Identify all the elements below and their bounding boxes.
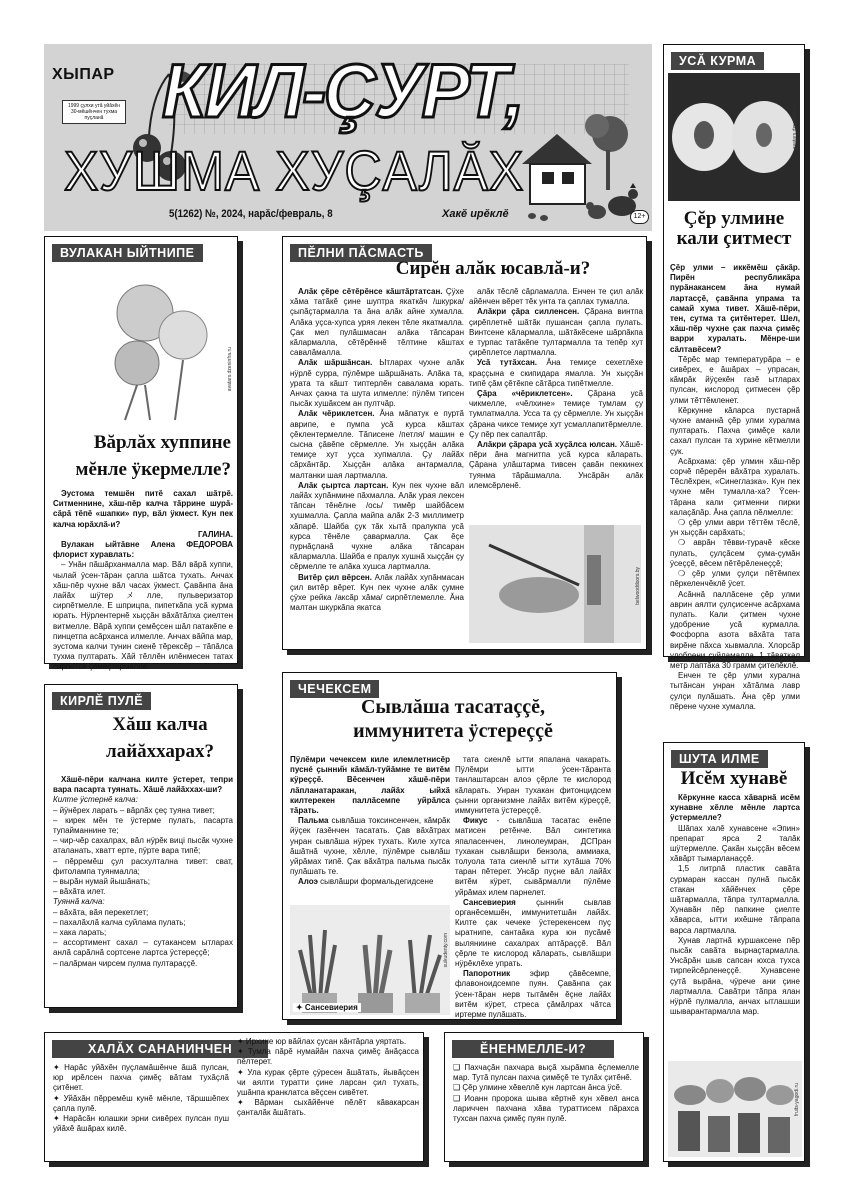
list-item: – вăхăта, вăя перекетлет; bbox=[53, 907, 149, 917]
price-label: Хакĕ ирĕклĕ bbox=[442, 208, 509, 220]
rubric-kirle: КИРЛĔ ПУЛĔ bbox=[52, 692, 151, 710]
article-halah bbox=[44, 1032, 424, 1162]
grape-seedlings-photo bbox=[668, 1061, 802, 1157]
list-item: ✦ Вăрман сыхăйĕнче пĕлĕт кăвакарсан çанталăк ăшăтать. bbox=[237, 1098, 419, 1118]
headline-pelni: Сирĕн алăк юсавлă-и? bbox=[395, 258, 591, 279]
masthead bbox=[44, 44, 652, 231]
body-halah-col2 bbox=[237, 1037, 419, 1159]
rubric-usa-kurma: УСĂ КУРМА bbox=[671, 52, 764, 70]
photo-credit: avatars.dzeninfra.ru bbox=[792, 105, 798, 150]
paragraph: ❍ çĕр улми аври тĕттĕм тĕслĕ, ун хыççăн сарăхать; bbox=[670, 518, 800, 538]
body-chechek-col2 bbox=[455, 755, 611, 1020]
paragraph: Алăк шăршăнсан. Ытларах чухне алăк нÿрлĕ сурра, пÿлĕмре шăршăнать. Алăка та, урата та кăшт типтерлĕн савалама юрать. Анчах çакна та шута илмелле: пÿлĕм типсен пысăк хушăксем ан пултчăр. bbox=[290, 358, 464, 409]
rubric-halah: ХАЛĂХ САНАНИНЧЕН bbox=[52, 1040, 268, 1058]
paragraph: Алăкри çăрара усă хуçăлса юлсан. Хăшĕ-пĕри ăна магнитпа усă курса кăларать. Çăрана улăштарма тивсен çавăн пеккинех туянма тăрăшмалла. Унсăрăн алăк илемсĕрленĕ. bbox=[469, 440, 643, 490]
headline-chechek-1: Сывлăша тасатаççĕ, bbox=[360, 696, 546, 718]
paragraph: Хунав лартнă куршаксене пĕр пысăк савăта вырнаçтармалла. Унсăрăн шыв сапсан юхса тухса тирпейсĕрленеççĕ. Хунавсене çутă вырăна, чÿрече ани çине лартмалла. Савăтри тăпра ялан нÿрлĕ пулмалла, анчах ытлашши шыварантармалла мар. bbox=[670, 935, 800, 1017]
rubric-vulakan: ВУЛАКАН ЫЙТНИПЕ bbox=[52, 244, 203, 262]
body-pelni-col2 bbox=[469, 287, 643, 517]
lead-shuta: Кĕркунне касса хăварнă исĕм хунавне хĕлле мĕнле лартса ÿстермелле? bbox=[670, 793, 800, 823]
paragraph: Кĕркунне кăларса пустарнă чухне аманнă çĕр улми хуралма пултарать. Пахча çимĕçе кали сахал пулсан та хурине кĕтмелли çук. bbox=[670, 405, 800, 456]
paragraph: Алăк чĕриклетсен. Ăна мăпатук е пуртă аврипе, е пумпа усă курса кăштах çĕклентермелле. Тăписене /петля/ машин е сысна çăвĕпе сĕрмелле. Ун хыççăн алăка темиçе хут уçса хупмалла. Çу лайăх сăрхăнтăр. Хыççăн алăка антармалла, малтанки шая лартмалла. bbox=[290, 409, 464, 480]
headline-kirle: Хăш калча лайăххарах? bbox=[106, 714, 214, 762]
article-pelni bbox=[282, 236, 647, 650]
paragraph: Тĕрĕс мар температурăра – е сивĕрех, е ăшăрах – упрасан, кăмрăк йÿçекĕн газĕ ытларах пулсан, кислород çитмесен çĕр улми тĕттĕмленет. bbox=[670, 354, 800, 405]
paragraph: Сансевиерия çынни̋н сывлав органĕсемшĕн, иммунитетшăн лайăх. Килте çак чечеке ÿстерекенсем пуç ыратнипе, сантаăка кура юн пусăмĕ выляниине сахалрах аптăраççĕ. Вăл çĕрле те кислород кăларать, сывлăшри нÿрĕклĕхе упрать. bbox=[455, 897, 611, 969]
article-shuta bbox=[663, 742, 805, 1162]
body-usa-kurma bbox=[670, 263, 800, 711]
rubric-shuta: ШУТА ИЛМЕ bbox=[671, 750, 768, 768]
paragraph: Фикус - сывлăша тасатас енĕпе матисен ретĕнче. Вăл синтетика япаласенчен, линолеумран, ДСПран тухакан сывлăшри бензола, аммиака, толуола тата сиенлĕ ытти хутăша 70% таран пĕтерет. Унсăр пуçне вăл лайăх витĕм кÿрет, сывăрмалли пÿлĕме уйрăмах илем парнелет. bbox=[455, 816, 611, 897]
age-badge: 12+ bbox=[630, 210, 649, 224]
headline-vulakan: Вăрлăх хуппине мĕнле ÿкермелле? bbox=[75, 432, 231, 480]
article-kirle bbox=[44, 684, 238, 1008]
paragraph: ❍ аврăн тĕвви-турачĕ кĕске пулать, çулçăсем çума-çумăн ÿсеççĕ, вĕсем пĕтĕрĕленеççĕ; bbox=[670, 538, 800, 568]
list-item: Туяннă калча: bbox=[53, 897, 105, 907]
paragraph: Алăк çĕре сĕтĕрĕнсе кăштăртатсан. Çÿхе хăма татăкĕ çине шуптра якаткăч /шкурка/ çыпăçтармалла та ăна алăк айне хумалла. Алăка уçса-хупса уряя лекен тĕле якатмалла. Çак мел пулăшмасан алăка тăпсаран кăлармалла, сĕтĕрĕннĕ тĕлтине кăштах савалăмалла. bbox=[290, 287, 465, 358]
photo-credit: avatars.dzeninfra.ru bbox=[227, 347, 233, 392]
title-line-2: ХУШМА ХУÇАЛĂХ bbox=[64, 139, 525, 202]
signature: ГАЛИНА. bbox=[197, 529, 233, 539]
list-item: – вăхăта илет. bbox=[53, 887, 106, 897]
paragraph: алăк тĕслĕ сăрламалла. Енчен те çил алăк айĕнчен вĕрет тĕк унта та çаплах тумалла. bbox=[469, 287, 643, 307]
title-line-1: КИЛ-ÇУРТ, bbox=[162, 49, 523, 134]
body-shuta bbox=[670, 793, 800, 1058]
list-item: ✦ Нарăсăн юлашки эрни сивĕрех пулсан пуш уйăхĕ ăшăрах килĕ. bbox=[53, 1114, 229, 1134]
paragraph: Алăкри çăра силленсен. Çăрана винтпа çирĕплетнĕ шăтăк пушансан çапла пулать. Винтсене кăлармалла, шăтăкĕсене шăрпăкпа е турпас татăкĕпе тултармалла та тепĕр хут çирĕплетсе лартмалла. bbox=[469, 307, 643, 358]
paragraph: Асăрхама: çĕр улмин хăш-пĕр сорчĕ пĕрерĕн вăхăтра хуралать. Тĕслĕхрен, «Синеглазка». Кун пек чухне мĕн тумалла-ха? Ÿсен-тăрана кали çитменни пирки калаçăпăр. Ăна çапла пĕлмелле: bbox=[670, 456, 800, 517]
article-enenmelle bbox=[444, 1032, 644, 1162]
founded-note: 1999 çулхи утă уйăхĕн 30-мĕшĕнчен тухма пуçланă bbox=[62, 100, 126, 124]
body-pelni-col1 bbox=[290, 287, 464, 647]
article-vulakan bbox=[44, 236, 238, 672]
list-item: ✦ Ула курак çĕрте çÿресен ăшăтать, йывăçсен чи аялти туратти çине ларсан çил тухать, ушăнпа кранклатса вĕçсен сивĕтет. bbox=[237, 1067, 419, 1098]
list-item: – кирек мĕн те ÿстерме пулать, пасарта тупайманнине те; bbox=[53, 815, 233, 836]
lead-vulakan: Эустома темшĕн питĕ сахал шăтрĕ. Ситменнине, хăш-пĕр калча тăррине шурă-сăрă тĕпĕ «шапки» пур, вăл ÿкмест. Кун пек калча юрăхлă-и? bbox=[53, 489, 233, 529]
paragraph: Асăннă паллăсене çĕр улми аврин аялти çулçисенче асăрхама пулать. Кали çитмен чухне удобрение усă курмалла. Фосфорпа азота вăхăта тата вирĕне пăхса хывмалла. Хлорсăр удобрени суйламалла. 1 тăваткал метр лаптăка 30 грамм çителĕклĕ. bbox=[670, 589, 800, 670]
headline-shuta: Исĕм хунавĕ bbox=[680, 768, 788, 789]
list-item: ❑ Иоанн пророка шыва кĕртнĕ кун хĕвел анса лариччен пахчана хăва тураттисем пăрахса тухсан пахча çимĕç пуян пулĕ. bbox=[453, 1093, 639, 1124]
lead-chechek: Пÿлĕмри чечексем киле илемлетнисĕр пуснé çынни̋н кăмăл-туйăмне те витĕм кÿреççĕ. Вĕсенчен хăшĕ-пĕри лăпланатаракан, лайăх ыйхă килтерекен паллăсемпе уйрăлса тăрать. bbox=[290, 755, 450, 816]
photo-credit: suikudenty.com bbox=[443, 933, 449, 968]
paragraph: Шăпах халĕ хунавсене «Эпин» препарат ярса 2 талăк шÿтермелле. Çакăн хыççăн вĕсем хăвăрт тымарланаççĕ. bbox=[670, 823, 800, 864]
headline-chechek-2: иммунитета ÿстереççĕ bbox=[353, 720, 553, 742]
body-enenmelle bbox=[453, 1063, 639, 1159]
body-vulakan bbox=[53, 489, 233, 672]
list-item: – ассортимент сахал – сутакансем ытларах анлă сарăлнă сортсене лартса ÿстереççĕ; bbox=[53, 938, 233, 958]
list-item: – пĕрремĕш çул расхултална тивет: сват, фитолампа туянмалла; bbox=[53, 856, 233, 876]
paragraph: Папоротник эфир çăвĕсемпе, флавоноидсемпе пуян. Çавăнпа çак ÿсен-тăран нерв тытăмĕн ĕçне лайăх витĕм кÿрет, стреса çăмăлрах чăтса иртерме пулăшать. bbox=[455, 969, 611, 1020]
house-chickens-icon bbox=[502, 114, 652, 224]
paragraph: Алăк çыртса лартсан. Кун пек чухне вăл лайăх хупăнмине пăхмалла. Алăк урая лексен тăпсан тĕнĕлне /ось/ тимĕр шайбăсем хушмалла. Çапла майпа алăк 2-3 миллиметр хăпарĕ. Шайба çук тăк хытă пралукпа усă курса тĕнĕле çавармалла. Çак ĕçе пурнăçланă чухне алăка тăпсаран кăлармалла. Шайба е пралук хушнă хыççăн çу сĕрмелле те алăка хушса лартмалла. bbox=[290, 480, 465, 572]
rubric-enenmelle: ĔНЕНМЕЛЛЕ-И? bbox=[452, 1040, 614, 1058]
list-item: ✦ Уйăхăн пĕрремĕш кунĕ мĕнле, тăршшĕпех çапла пулĕ. bbox=[53, 1093, 229, 1113]
paragraph: Пальма сывлăша токсинсенчен, кăмрăк йÿçек газĕнчен тасатать. Çав вăхăтрах унран сывлăша нÿрек тухать. Киле хутса ăшăтнă чухне, хĕлле, пÿлĕмре сывлăш уйрăмах типĕ. Çак вăхăтра пальма пысăк пулăшать те. bbox=[290, 816, 450, 877]
body-kirle bbox=[53, 775, 233, 1005]
paragraph: Çăра «чĕриклетсен». Çăрана усă чикмелле, «чĕлхине» темиçе тумлам çу тумлатмалла. Усса та çу сĕрмелле. Ун хыççăн çăрана чиксе темиçе хут усмаллапитĕрмелле. Çу пĕр пек сапалтăр. bbox=[469, 389, 643, 439]
rubric-pelni: ПĔЛНИ ПĂСМАСТЬ bbox=[290, 244, 432, 262]
headline-usa-kurma: Çĕр улмине кали çитмест bbox=[676, 208, 792, 249]
photo-caption: ✦ Сансевиерия bbox=[293, 1003, 361, 1012]
photo-credit: fruits-yagodi.ru bbox=[794, 1083, 800, 1117]
list-item: ✦ Нарăс уйăхĕн пуçламăшĕнче ăшă пулсан, юр ирĕлсен пахча çимĕç вăтам тухăçлă çитĕнет. bbox=[53, 1063, 229, 1093]
article-chechek bbox=[282, 672, 617, 1020]
rubric-chechek: ЧЕЧЕКСЕМ bbox=[290, 680, 379, 698]
lead-usa-kurma: Çĕр улми – иккĕмĕш çăкăр. Пирĕн республикăра пурăнакансем ăна нумай лартасçĕ, çавăнпа упрама та самай хума тивет. Хăшĕ-пĕри, тен, сутма та çитĕнтерет. Шел, хăш-пĕр чухне çак пахча çимĕç варри хуралать. Мĕнре-ши сăлтавĕсем? bbox=[670, 263, 800, 354]
paragraph: – Унăн пăшăрханмалла мар. Вăл вăрă хуппи, чылай ÿсен-тăран çапла шăтса тухать. Анчах хăш-пĕр чухне вăл часах ÿкмест. Çавăнпа ăна лайăх шÿтерメлле, пульверизатор сирпĕтмелле. Е шприцпа, пипеткăпа усă курма юрать. Нÿрлентернĕ хыççăн вăхăтăлха çиелтен витмелле. Вăрă хуппи çемĕçсен шăл патакĕпе е пинцетпа асăрханса илмелле. Анчах вăйпа мар, эустома калчи тунин сиенĕ тĕрексĕр – тăпăлса тухма пултарать. Хăй тĕллĕн илĕнмесен татах сирпĕтсе çемĕçтермелле. bbox=[53, 560, 233, 672]
potato-photo bbox=[668, 73, 800, 201]
paragraph: Енчен те çĕр улми хурална тытăнсан унран хăтăлма лавр çулçи пулăшать. Ăна çĕр улми пĕрене чухне хумалла. bbox=[670, 671, 800, 711]
khypar-label: ХЫПАР bbox=[52, 66, 115, 83]
paragraph: Витĕр çил вĕрсен. Алăк лайăх хупăнмасан çил витĕр вĕрет. Кун пек чухне алăк çумне çÿхе рейка /аксăр хăма/ сирпĕтлемелле. Ăна малтан шкуркăпа якатса bbox=[290, 572, 464, 613]
plants-photo bbox=[290, 905, 450, 1015]
answer-lead: Вулакан ыйтăвне Алена ФЕДОРОВА флорист хуравлать: bbox=[53, 540, 233, 560]
list-item: ✦ Тумла пăрĕ нумайăн пахча çимĕç ăнăçасса пĕлтерет. bbox=[237, 1047, 419, 1067]
list-item: – пахалăхлă калча суйлама пулать; bbox=[53, 917, 186, 927]
issue-info: 5(1262) №, 2024, нарăс/февраль, 8 bbox=[169, 208, 333, 220]
lead-kirle: Хăшĕ-пĕри калчана килте ÿстерет, тепри вара пасарта туянать. Хăшĕ лайăххах-ши? bbox=[53, 775, 233, 795]
list-item: – вырăн нумай йышăнать; bbox=[53, 877, 151, 887]
paragraph: 1,5 литрлă пластик савăта сурмаран кассан пулнă пысăк стакан хăйĕнчех çĕре шăтармалла, тăпра тултармалла. Хунавăн пĕр папкине çиелте хăварса, ытти ихĕшне тăпрапа варса лартмалла. bbox=[670, 864, 800, 935]
list-item: – палăрман чирсем пулма пултараççĕ. bbox=[53, 958, 198, 968]
list-item: Килте ÿстернĕ калча: bbox=[53, 795, 138, 805]
list-item: ✦ Ирхине юр вăйлах çусан кăнтăрла уяртать. bbox=[237, 1037, 407, 1046]
list-item: – хака ларать; bbox=[53, 928, 107, 938]
door-lock-photo bbox=[469, 525, 641, 643]
list-item: ❑ Пахчаçăн пахчара выçă хырăмпа ĕçлемелле мар. Тутă пулсан пахча çимĕçĕ те тулăх çитĕнĕ. bbox=[453, 1063, 639, 1083]
list-item: – чир-чĕр сахалрах, вăл нÿрĕк вицi пысăк чухне аталанать, хватт ерте, пÿрте вара типĕ; bbox=[53, 836, 233, 856]
paragraph: Алоэ сывлăшри формальдегидсене bbox=[298, 877, 434, 887]
list-item: – йÿнĕрех ларать – вăрлăх çеç туяна тивет; bbox=[53, 805, 215, 815]
body-halah-col1 bbox=[53, 1063, 229, 1159]
eustoma-photo bbox=[95, 265, 225, 420]
paragraph: Усă тутăхсан. Ăна темиçе сехетлĕхе краççына е скипидара ямалла. Ун хыççăн типĕ çăм çĕтĕкпе сăтăрса типĕтмелле. bbox=[469, 358, 643, 388]
paragraph: ❍ çĕр улми çулçи пĕтĕмпех пĕркеленчĕклĕ ÿсет. bbox=[670, 569, 800, 589]
article-usa-kurma bbox=[663, 44, 805, 711]
body-chechek-col1 bbox=[290, 755, 450, 905]
list-item: ❑ Çĕр улмине хĕвеллĕ кун лартсан ăнса ÿсĕ. bbox=[453, 1083, 623, 1093]
paragraph: тата сиенлĕ ытти япалана чакарать. Пÿлĕмри ытти ÿсен-тăранта танлаштарсан алоэ çĕрле те кислород кăларать. Унран тухакан фитонцидсем çынни организмне лайăх витĕм кÿреççĕ, иммунитета ÿстереççĕ. bbox=[455, 755, 611, 816]
photo-credit: belwooddoors.by bbox=[635, 567, 641, 605]
